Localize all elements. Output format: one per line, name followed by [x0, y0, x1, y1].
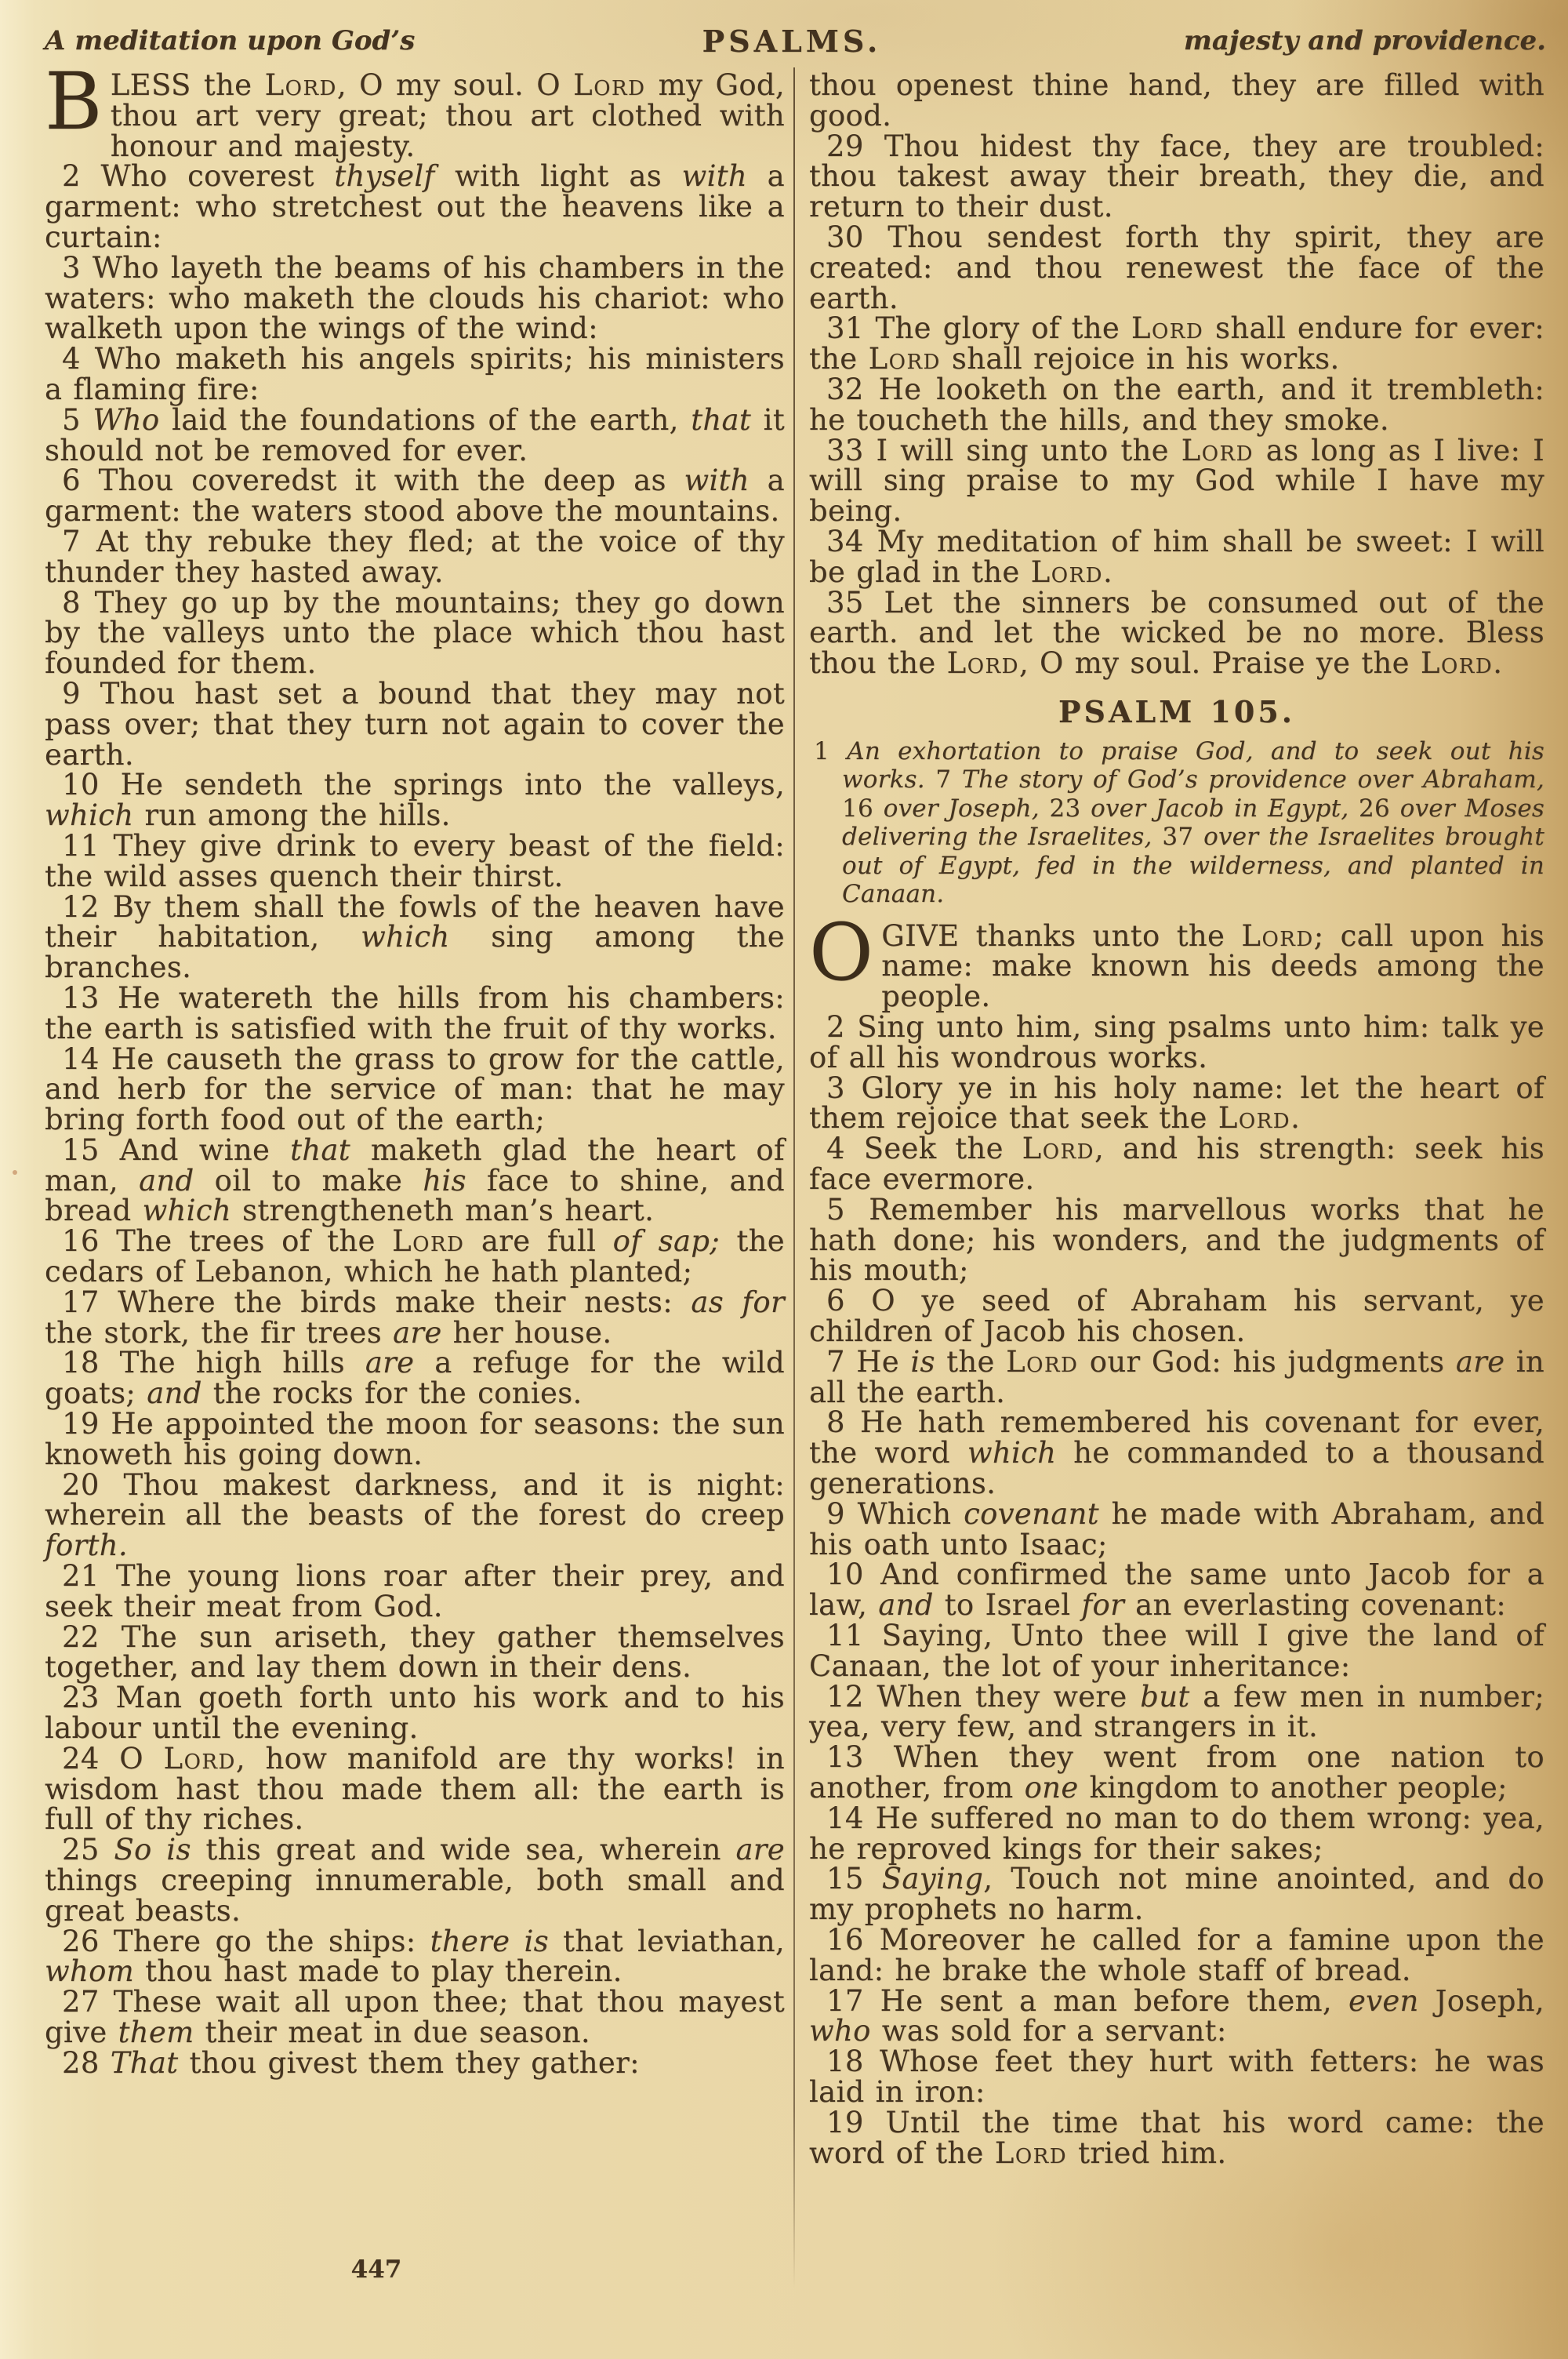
verse: 15 Saying, Touch not mine anointed, and do my prophets no harm. [809, 1862, 1544, 1927]
verse-number: 11 [826, 1618, 882, 1652]
verse: 18 Whose feet they hurt with fetters: he was laid in iron: [809, 2045, 1544, 2109]
lord-small-caps: Lord [573, 68, 646, 102]
verse: 22 The sun ariseth, they gather themselves together, and lay them down in their dens. [45, 1619, 785, 1685]
paper-speck [13, 1170, 17, 1175]
verse-number: 10 [826, 1558, 881, 1592]
psalm-105-heading: PSALM 105. [1058, 693, 1296, 729]
verse-number: 10 [62, 768, 121, 802]
verse-number: 4 [62, 342, 95, 376]
verse-number: 16 [62, 1224, 117, 1259]
verse: 2 Who coverest thyself with light as with a garment: who stretchest out the heavens like a curtain: [45, 159, 785, 254]
verse: BLESS the Lord, O my soul. O Lord my God, thou art very great; thou art clothed with honour and majesty. [45, 56, 785, 163]
verse: 6 O ye seed of Abraham his servant, ye children of Jacob his chosen. [809, 1284, 1545, 1348]
lord-small-caps: Lord [1181, 433, 1254, 467]
verse-number: 5 [826, 1192, 869, 1227]
verse: 27 These wait all upon thee; that thou mayest give them their meat in due season. [45, 1985, 786, 2049]
verse-number: 13 [826, 1740, 894, 1775]
verse-number: 7 [826, 1344, 857, 1379]
verse: 20 Thou makest darkness, and it is night: wherein all the beasts of the forest do creep forth. [45, 1467, 786, 1563]
lord-small-caps: Lord [1131, 311, 1204, 346]
psalm-105-argument: 1 An exhortation to praise God, and to seek out his works. 7 The story of God’s providence over Abraham, 16 over Joseph, 23 over Jacob in Egypt, 26 over Moses delivering the Israelites, 37 over the Israelites brought out of Egypt, fed in the wilderness, and planted in Canaan. [814, 736, 1544, 909]
verse: 32 He looketh on the earth, and it trembleth: he toucheth the hills, and they smoke. [809, 372, 1545, 437]
verse: 19 Until the time that his word came: the word of the Lord tried him. [809, 2105, 1544, 2170]
verse: 11 Saying, Unto thee will I give the land of Canaan, the lot of your inheritance: [809, 1618, 1544, 1683]
verse: 9 Which covenant he made with Abraham, and his oath unto Isaac; [809, 1496, 1544, 1561]
verse: 10 And confirmed the same unto Jacob for a law, and to Israel for an everlasting covenant: [809, 1558, 1544, 1623]
drop-cap-initial: O [809, 906, 874, 998]
verse-number: 18 [62, 1346, 120, 1380]
verse-number: 12 [826, 1679, 877, 1714]
psalm-104-continuation [809, 68, 1545, 681]
verse-number: 27 [62, 1985, 114, 2019]
verse-number: 28 [62, 2045, 111, 2080]
lord-small-caps: Lord [1218, 1101, 1291, 1136]
verse: 5 Remember his marvellous works that he hath done; his wonders, and the judgments of his mouth; [809, 1192, 1544, 1288]
verse-number: 14 [826, 1801, 876, 1835]
running-head-left: A meditation upon God’s [45, 25, 416, 56]
verse: 21 The young lions roar after their prey, and seek their meat from God. [45, 1559, 785, 1623]
verse: 9 Thou hast set a bound that they may not pass over; that they turn not again to cover the earth. [45, 676, 785, 772]
verse-number: 7 [62, 524, 96, 558]
verse-number: 22 [62, 1619, 122, 1654]
left-column [45, 56, 786, 2080]
lord-small-caps: Lord [946, 646, 1019, 681]
verse-number: 2 [826, 1010, 858, 1045]
verse: 18 The high hills are a refuge for the wild goats; and the rocks for the conies. [45, 1346, 785, 1411]
verse: 23 Man goeth forth unto his work and to his labour until the evening. [45, 1681, 785, 1746]
verse-number: 8 [62, 585, 95, 620]
verse-number: 4 [826, 1132, 864, 1166]
verse: 29 Thou hidest thy face, they are troubled: thou takest away their breath, they die, and return to their dust. [809, 129, 1544, 224]
verse: 3 Who layeth the beams of his chambers in the waters: who maketh the clouds his chariot: who walketh upon the wings of the wind: [45, 250, 785, 346]
verse: 35 Let the sinners be consumed out of the earth. and let the wicked be no more. Bless thou the Lord, O my soul. Praise ye the Lord. [809, 585, 1544, 681]
verse: thou openest thine hand, they are filled with good. [809, 68, 1544, 133]
verse: 33 I will sing unto the Lord as long as I live: I will sing praise to my God while I have my being. [809, 433, 1545, 529]
book-title: PSALMS. [702, 24, 882, 59]
verse-number: 17 [826, 1983, 880, 2018]
verse: 4 Seek the Lord, and his strength: seek his face evermore. [809, 1132, 1544, 1196]
verse: 25 So is this great and wide sea, wherein are things creeping innumerable, both small and great beasts. [45, 1833, 785, 1928]
verse: 13 He watereth the hills from his chambers: the earth is satisfied with the fruit of thy works. [45, 980, 785, 1045]
right-column [809, 68, 1545, 2170]
page-number: 447 [350, 2255, 402, 2284]
verse-number: 15 [826, 1862, 882, 1896]
verse: 16 The trees of the Lord are full of sap; the cedars of Lebanon, which he hath planted; [45, 1224, 785, 1289]
verse-number: 20 [62, 1467, 124, 1502]
lord-small-caps: Lord [1420, 646, 1494, 681]
verse: 2 Sing unto him, sing psalms unto him: talk ye of all his wondrous works. [809, 1010, 1544, 1074]
verse: 17 He sent a man before them, even Joseph, who was sold for a servant: [809, 1983, 1544, 2048]
verse-number: 19 [62, 1407, 111, 1441]
drop-cap-initial: B [45, 56, 103, 147]
verse: OGIVE thanks unto the Lord; call upon his name: make known his deeds among the people. [809, 906, 1545, 1014]
verse: 3 Glory ye in his holy name: let the heart of them rejoice that seek the Lord. [809, 1070, 1544, 1136]
verse-number: 26 [62, 1924, 114, 1958]
verse: 16 Moreover he called for a famine upon the land: he brake the whole staff of bread. [809, 1922, 1545, 1987]
verse-number: 24 [62, 1741, 120, 1776]
verse: 34 My meditation of him shall be sweet: I will be glad in the Lord. [809, 524, 1544, 589]
lord-small-caps: Lord [1006, 1344, 1079, 1379]
verse: 30 Thou sendest forth thy spirit, they are created: and thou renewest the face of the earth. [809, 220, 1544, 315]
verse: 31 The glory of the Lord shall endure for ever: the Lord shall rejoice in his works. [809, 311, 1544, 376]
verse-number: 6 [62, 463, 99, 498]
verse: 6 Thou coveredst it with the deep as with a garment: the waters stood above the mountains. [45, 463, 785, 529]
verse-number: 2 [62, 159, 101, 194]
lord-small-caps: Lord [1022, 1132, 1094, 1166]
verse-number: 34 [826, 524, 877, 558]
lord-small-caps: Lord [392, 1224, 465, 1259]
verse-number: 18 [826, 2045, 880, 2079]
verse-number: 6 [826, 1284, 872, 1318]
verse: 19 He appointed the moon for seasons: the sun knoweth his going down. [45, 1407, 785, 1471]
verse-number: 13 [62, 980, 118, 1015]
lord-small-caps: Lord [1030, 554, 1103, 589]
verse-number: 16 [826, 1922, 880, 1957]
verse-number: 15 [62, 1132, 120, 1167]
verse-number: 8 [826, 1405, 860, 1440]
verse: 17 Where the birds make their nests: as for the stork, the fir trees are her house. [45, 1285, 785, 1350]
verse-number: 33 [826, 433, 877, 467]
verse: 10 He sendeth the springs into the valleys, which run among the hills. [45, 768, 786, 833]
running-header [45, 19, 1546, 69]
verse-number: 11 [62, 828, 114, 863]
verse: 7 He is the Lord our God: his judgments are in all the earth. [809, 1344, 1545, 1409]
verse: 26 There go the ships: there is that leviathan, whom thou hast made to play therein. [45, 1924, 785, 1989]
lord-small-caps: Lord [163, 1741, 236, 1776]
verse-number: 9 [826, 1496, 858, 1531]
verse-number: 23 [62, 1681, 116, 1715]
verse: 12 By them shall the fowls of the heaven have their habitation, which sing among the branches. [45, 889, 786, 985]
verse-number: 30 [826, 220, 888, 254]
verse: 13 When they went from one nation to another, from one kingdom to another people; [809, 1740, 1545, 1805]
verse-number: 25 [62, 1833, 114, 1867]
verse-number: 31 [826, 311, 876, 346]
lord-small-caps: Lord [264, 68, 337, 102]
verse: 14 He suffered no man to do them wrong: yea, he reproved kings for their sakes; [809, 1801, 1544, 1866]
lord-small-caps: Lord [994, 2135, 1068, 2170]
verse: 8 He hath remembered his covenant for ever, the word which he commanded to a thousand generations. [809, 1405, 1544, 1500]
verse-number: 21 [62, 1559, 116, 1594]
argument-number: 1 [814, 736, 848, 765]
verse-number: 14 [62, 1041, 111, 1076]
verse-number: 35 [826, 585, 884, 620]
verse-number: 19 [826, 2105, 886, 2139]
verse-number: 3 [62, 250, 93, 285]
verse-number: 17 [62, 1285, 118, 1319]
verse: 7 At thy rebuke they fled; at the voice of thy thunder they hasted away. [45, 524, 785, 589]
verse: 11 They give drink to every beast of the field: the wild asses quench their thirst. [45, 828, 785, 893]
verse: 12 When they were but a few men in number; yea, very few, and strangers in it. [809, 1679, 1544, 1744]
verse-number: 29 [826, 129, 884, 163]
verse-number: 9 [62, 676, 100, 711]
running-head-right: majesty and providence. [1183, 25, 1546, 56]
psalm-105-verses [809, 906, 1545, 2170]
verse: 15 And wine that maketh glad the heart of man, and oil to make his face to shine, and bread which strengtheneth man’s heart. [45, 1132, 786, 1228]
verse: 14 He causeth the grass to grow for the cattle, and herb for the service of man: that he may bring forth food out of the earth; [45, 1041, 785, 1137]
verse-number: 32 [826, 372, 879, 406]
verse: 4 Who maketh his angels spirits; his ministers a flaming fire: [45, 342, 786, 406]
verse-number: 5 [62, 402, 93, 437]
lord-small-caps: Lord [868, 342, 941, 376]
column-divider-rule [793, 67, 795, 2288]
verse-number: 12 [62, 889, 113, 924]
verse: 28 That thou givest them they gather: [62, 2045, 640, 2080]
lord-small-caps: Lord [1241, 918, 1314, 953]
verse: 24 O Lord, how manifold are thy works! in wisdom hast thou made them all: the earth is full of thy riches. [45, 1741, 785, 1837]
verse: 5 Who laid the foundations of the earth, that it should not be removed for ever. [45, 402, 785, 467]
verse: 8 They go up by the mountains; they go down by the valleys unto the place which thou hast founded for them. [45, 585, 785, 681]
verse-number: 3 [826, 1070, 862, 1105]
